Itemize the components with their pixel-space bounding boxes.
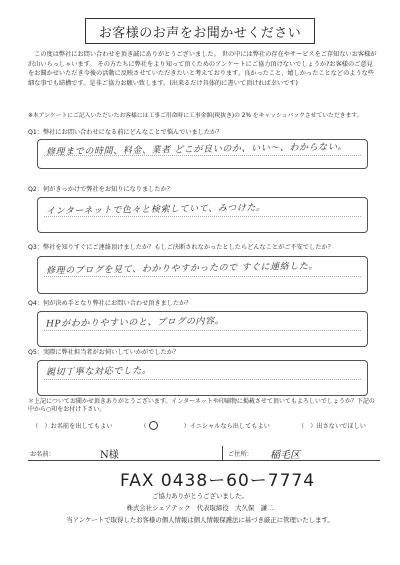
row-divider [222,446,223,461]
privacy-notice: 当アンケートで取得したお客様の個人情報は個人情報保護法に基づき厳正に管理いたします。 [66,516,334,524]
question-3: Q3：弊社を知りすぐにご連絡頂けましたか？もしご決断されなかったとしたらどんなことがご不安でしたか？ [28,244,334,251]
intro-text [28,50,378,88]
company-info: 株式会社シェアテック 代表取締役 大久保 謙二 [126,504,274,512]
answer-box-2[interactable] [40,197,365,233]
answer-3: 修理のブログを見て、わかりやすかったので すぐに連絡した。 [45,261,319,277]
answer-box-3[interactable] [40,256,365,294]
cashback-note: ※本アンケートにご記入いただいたお客様には工事ご用命時に工事金額(税抜き)の 2% をキャッシュバックさせていただきます。 [28,113,363,119]
answer-2: インターネットで色々と検索していて、みつけた。 [45,203,266,217]
question-1: Q1：弊社にお問い合わせになる前にどんなことで悩んでいましたか？ [28,129,223,136]
name-label: お名前： [30,451,55,458]
answer-box-4[interactable] [40,311,365,347]
option-initials-ok[interactable]: ）イニシャルなら出してもよい [183,423,270,430]
answer-1: 修理までの時間、料金、業者 どこが良いのか、いい〜、わからない。 [45,142,348,158]
consent-text: ＊上記についてお聞かせ頂きありがとうございます。インターネットや印刷物に掲載させて頂いてもよろしいでしょうか？下記の中から○印をお付け下さい。 [28,398,375,413]
fax-number: FAX 0438ー60ー7774 [120,471,316,491]
circle-mark-icon [149,421,158,430]
publish-options [32,421,392,430]
intro-paragraph: この度は弊社にお問い合わせを頂き誠にありがとうございました。 世の中には弊社の存在やサービスをご存知ないお客様が沢山いらっしゃいます。 その方たちに弊社をより知って頂くためのアンケートにご協力頂けないでしょうか?お客様のご意見をお聞かせいただき今後の活動に反映させていただきたいと考えております。良かったこと、嬉しかったことなどのような些細な事でも結構です。是非ご協力お願い致します。(出来るだけ具体的に書いて頂ければ幸いです) [28,51,377,87]
name-field[interactable]: N様 [100,450,119,461]
address-field[interactable]: 稲毛区 [270,450,300,461]
address-label: ご住所： [228,451,253,458]
option-name-ok[interactable]: （ ）お名前を出してもよい [32,423,113,430]
answer-box-1[interactable] [40,139,365,169]
page-title: お客様のお声をお聞かせください [85,18,315,44]
answer-4: HPがわかりやすいのと、ブログの内容。 [45,316,225,330]
answer-5: 親切丁寧な対応でした。 [45,366,152,378]
thanks-text: ご協力ありがとうございました。 [152,492,248,500]
question-2: Q2：何がきっかけで弊社をお知りになりましたか？ [28,186,173,193]
option-initials-open: （ [140,423,147,430]
question-4: Q4：何が決め手となり弊社にお問い合わせ頂きましたか？ [28,300,192,307]
answer-box-5[interactable] [40,360,365,396]
question-5: Q5：実際に弊社担当者がお伺いしていかがでしたか？ [28,349,180,356]
name-address-row [28,446,380,461]
option-no-name[interactable]: （ ）出さないでほしい [297,423,366,430]
